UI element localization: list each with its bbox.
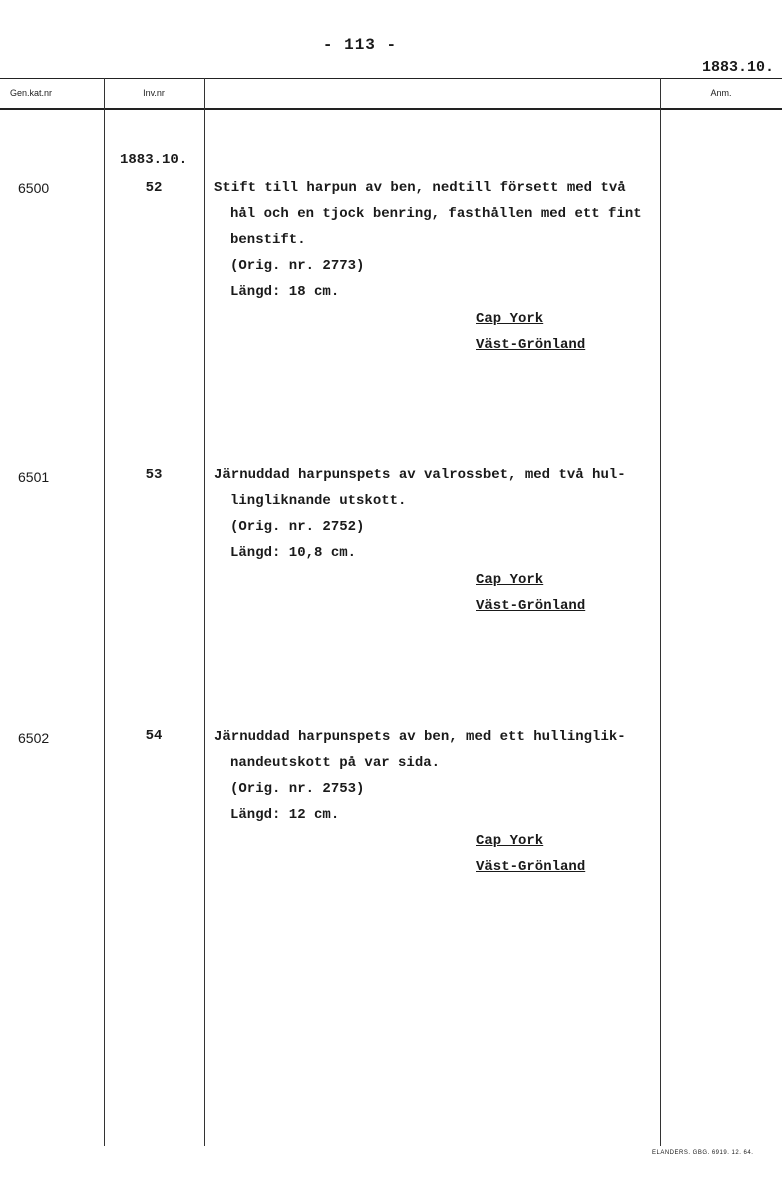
region: Väst-Grönland	[476, 598, 586, 614]
locality: Cap York	[476, 311, 544, 327]
column-header-inv-nr: Inv.nr	[143, 88, 165, 98]
gen-kat-nr: 6502	[18, 730, 50, 746]
description-line: hål och en tjock benring, fasthållen med ett fint	[230, 206, 642, 222]
locality: Cap York	[476, 833, 544, 849]
description-line: benstift.	[230, 232, 306, 248]
page-number: - 113 -	[322, 36, 398, 54]
entry-location	[476, 828, 585, 880]
region: Väst-Grönland	[476, 859, 586, 875]
inv-nr: 53	[145, 467, 163, 483]
header-bottom-rule	[0, 108, 782, 110]
column-header-gen-kat-nr: Gen.kat.nr	[10, 88, 53, 98]
printer-imprint: ELANDERS. GBG. 6919. 12. 64.	[652, 1150, 754, 1156]
description-line: Längd: 10,8 cm.	[230, 545, 357, 561]
description-line: (Orig. nr. 2773)	[230, 258, 365, 274]
entry-location	[476, 306, 585, 358]
accession-in-column: 1883.10.	[120, 152, 188, 168]
description-line: Längd: 18 cm.	[230, 284, 340, 300]
gen-kat-nr: 6501	[18, 469, 50, 485]
entry-description	[214, 724, 658, 828]
column-header-anm: Anm.	[710, 88, 732, 98]
description-line: Järnuddad harpunspets av valrossbet, med två hul-	[214, 467, 626, 483]
inv-nr: 52	[145, 180, 163, 196]
accession-header: 1883.10.	[701, 59, 774, 76]
description-line: nandeutskott på var sida.	[230, 755, 441, 771]
entry-location	[476, 567, 585, 619]
column-divider-2	[204, 78, 205, 1146]
description-line: (Orig. nr. 2752)	[230, 519, 365, 535]
description-line: Järnuddad harpunspets av ben, med ett hullinglik-	[214, 729, 626, 745]
description-line: (Orig. nr. 2753)	[230, 781, 365, 797]
region: Väst-Grönland	[476, 337, 586, 353]
description-line: lingliknande utskott.	[230, 493, 407, 509]
column-divider-1	[104, 78, 105, 1146]
header-top-rule	[0, 78, 782, 79]
column-divider-3	[660, 78, 661, 1146]
description-line: Längd: 12 cm.	[230, 807, 340, 823]
entry-description	[214, 175, 658, 305]
locality: Cap York	[476, 572, 544, 588]
entry-description	[214, 462, 658, 566]
description-line: Stift till harpun av ben, nedtill försett med två	[214, 180, 626, 196]
inv-nr: 54	[145, 728, 163, 744]
gen-kat-nr: 6500	[18, 180, 50, 196]
